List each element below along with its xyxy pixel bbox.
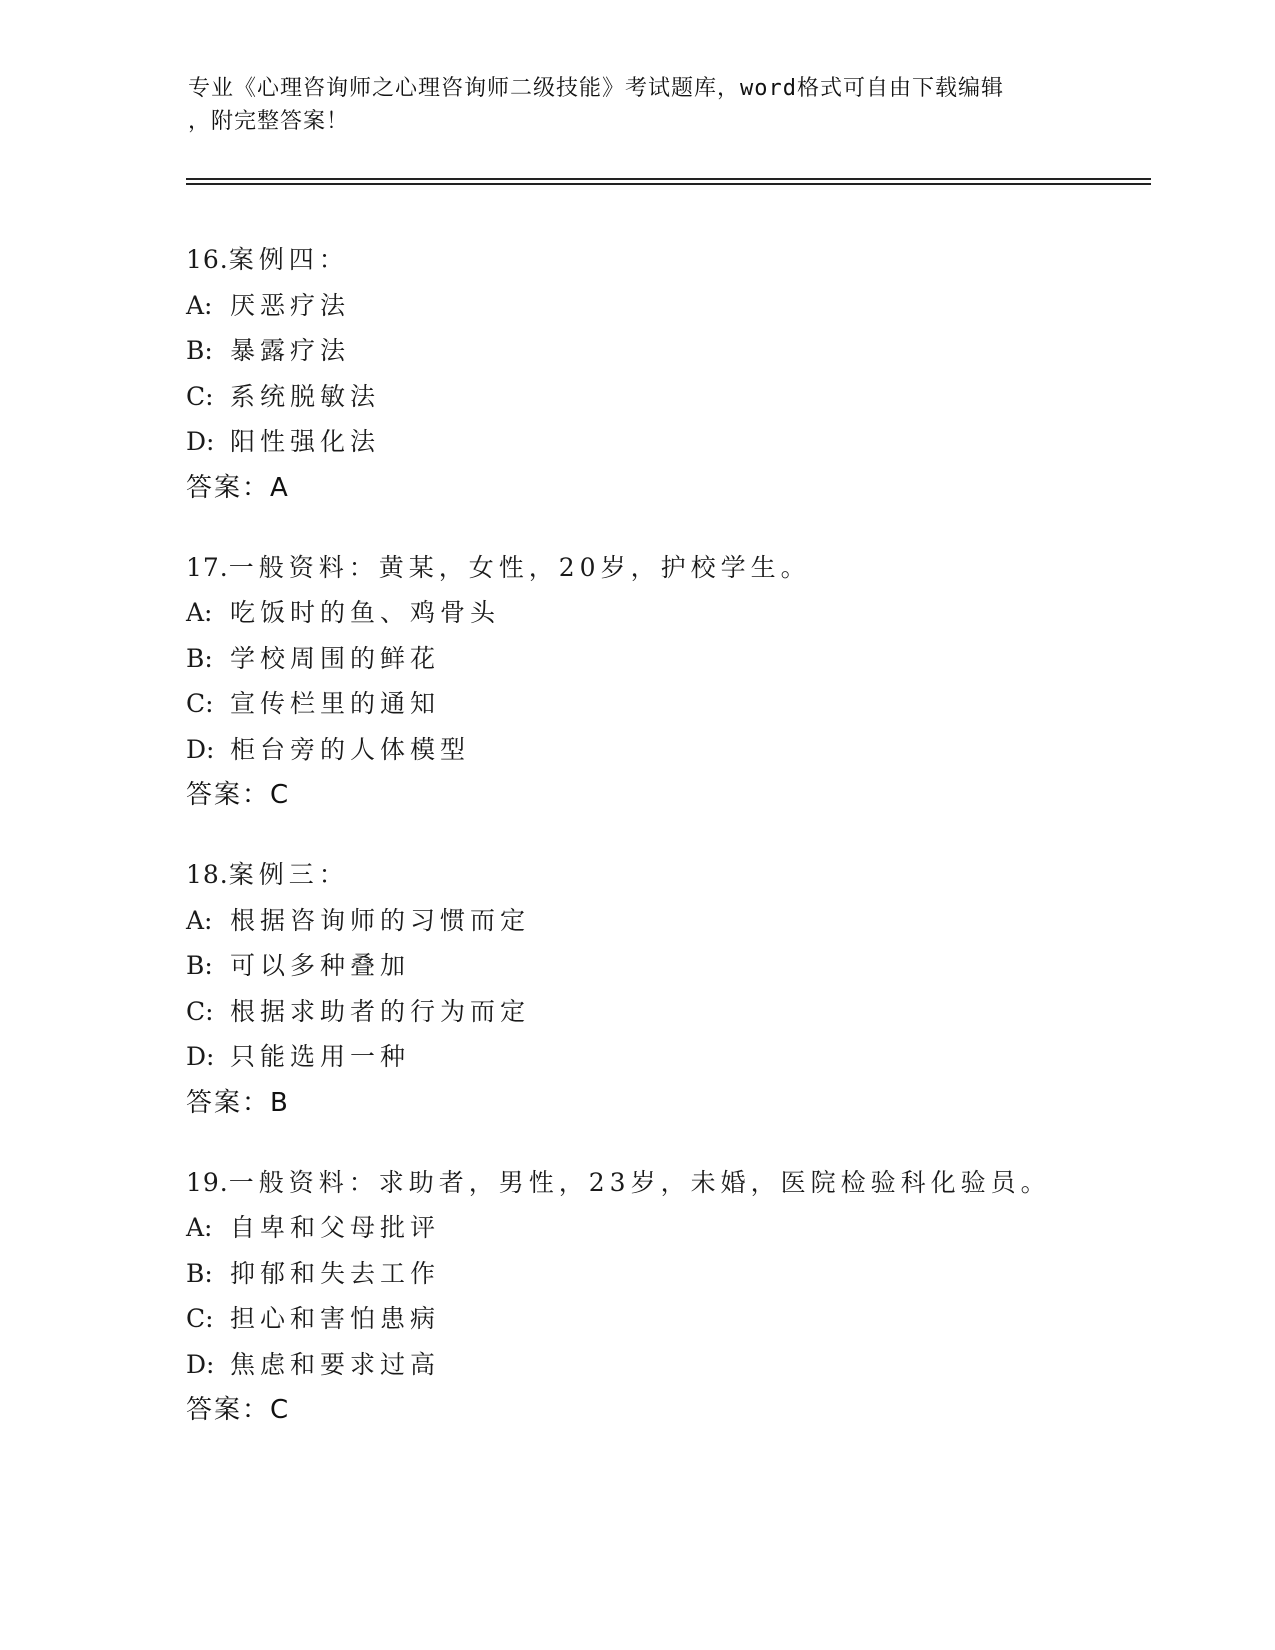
option-key: C: — [186, 689, 214, 718]
answer-line: 答案：C — [186, 780, 291, 810]
option-key: B: — [186, 951, 213, 980]
option-c — [186, 681, 1146, 727]
option-text: 自卑和父母批评 — [230, 1213, 441, 1242]
question-text: 一般资料：黄某，女性，20岁，护校学生。 — [228, 552, 811, 582]
option-key: A: — [186, 1213, 213, 1242]
document-header — [188, 72, 1068, 138]
question-list — [186, 237, 1146, 1467]
option-text: 阳性强化法 — [230, 427, 381, 456]
option-text: 吃饭时的鱼、鸡骨头 — [230, 598, 501, 627]
question-stem — [186, 1160, 1146, 1206]
option-text: 担心和害怕患病 — [230, 1304, 441, 1333]
question-number: 16. — [186, 245, 229, 274]
option-key: D: — [186, 1042, 215, 1071]
question-19 — [186, 1160, 1146, 1434]
option-text: 柜台旁的人体模型 — [230, 734, 471, 764]
option-text: 宣传栏里的通知 — [230, 689, 441, 718]
option-b — [186, 328, 1146, 374]
option-key: B: — [186, 643, 213, 673]
option-text: 抑郁和失去工作 — [230, 1258, 441, 1288]
option-text: 系统脱敏法 — [230, 381, 381, 411]
header-divider-top — [186, 178, 1151, 180]
option-key: B: — [186, 1258, 213, 1288]
question-text: 案例四： — [228, 245, 349, 274]
question-stem — [186, 237, 1146, 283]
option-key: D: — [186, 427, 215, 456]
option-key: A: — [186, 290, 213, 320]
option-a — [186, 590, 1146, 636]
header-title-line-2: ，附完整答案！ — [188, 109, 350, 134]
question-text: 一般资料：求助者，男性，23岁，未婚，医院检验科化验员。 — [228, 1167, 1051, 1197]
option-text: 根据求助者的行为而定 — [230, 996, 531, 1026]
option-key: D: — [186, 1349, 215, 1379]
question-number: 17. — [186, 552, 229, 582]
option-text: 可以多种叠加 — [230, 951, 411, 980]
option-text: 厌恶疗法 — [230, 290, 351, 320]
option-d — [186, 419, 1146, 465]
option-text: 只能选用一种 — [230, 1042, 411, 1071]
option-b — [186, 1251, 1146, 1297]
option-b — [186, 943, 1146, 989]
option-d — [186, 1034, 1146, 1080]
option-key: B: — [186, 336, 213, 365]
option-d — [186, 1342, 1146, 1388]
option-a — [186, 1205, 1146, 1251]
option-key: D: — [186, 734, 215, 764]
option-key: C: — [186, 1304, 214, 1333]
question-number: 18. — [186, 860, 229, 889]
answer-line: 答案：A — [186, 472, 290, 503]
answer-line: 答案：C — [186, 1395, 291, 1425]
question-stem — [186, 545, 1146, 591]
question-number: 19. — [186, 1167, 229, 1197]
option-text: 根据咨询师的习惯而定 — [230, 905, 531, 935]
option-c — [186, 989, 1146, 1035]
option-key: C: — [186, 996, 214, 1026]
question-17 — [186, 545, 1146, 819]
option-text: 暴露疗法 — [230, 336, 351, 365]
option-text: 学校周围的鲜花 — [230, 643, 441, 673]
header-divider-bottom — [186, 183, 1151, 185]
header-title-line-1: 专业《心理咨询师之心理咨询师二级技能》考试题库，word格式可自由下载编辑 — [188, 76, 1004, 101]
option-a — [186, 283, 1146, 329]
question-stem — [186, 852, 1146, 898]
question-16 — [186, 237, 1146, 511]
option-key: C: — [186, 381, 214, 411]
option-b — [186, 636, 1146, 682]
question-text: 案例三： — [228, 860, 349, 889]
answer-line: 答案：B — [186, 1087, 290, 1118]
option-c — [186, 1296, 1146, 1342]
option-d — [186, 727, 1146, 773]
option-text: 焦虑和要求过高 — [230, 1349, 441, 1379]
option-key: A: — [186, 905, 213, 935]
question-18 — [186, 852, 1146, 1126]
option-key: A: — [186, 598, 213, 627]
option-c — [186, 374, 1146, 420]
option-a — [186, 898, 1146, 944]
